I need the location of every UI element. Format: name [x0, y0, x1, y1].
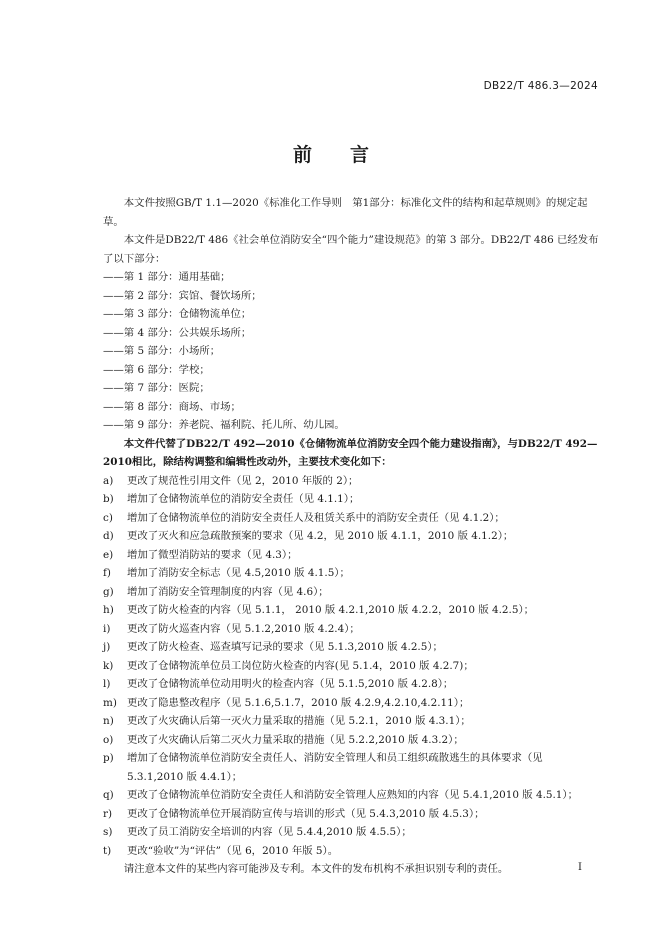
change-item: [103, 546, 599, 565]
intro-paragraph: 本文件是DB22/T 486《社会单位消防安全“四个能力”建设规范》的第 3 部分。DB22/T 486 已经发布了以下部分：: [103, 234, 599, 265]
list-item: ——第 1 部分：通用基础；: [103, 271, 231, 283]
change-item-label: r): [103, 807, 113, 820]
list-item: ——第 3 部分：仓储物流单位；: [103, 308, 252, 320]
change-item-text: 更改了防火检查、巡查填写记录的要求（见 5.1.3,2010 版 4.2.5）；: [127, 641, 443, 653]
change-item: [103, 712, 599, 731]
change-item-label: j): [103, 641, 111, 653]
change-item-label: d): [103, 530, 114, 542]
change-item: [103, 805, 599, 824]
list-item: ——第 6 部分：学校；: [103, 363, 210, 376]
change-item-text: 增加了仓储物流单位消防安全责任人、消防安全管理人和员工组织疏散逃生的具体要求（见 5.3.1,2010 版 4.4.1）；: [127, 752, 543, 783]
page-title: 前 言: [292, 144, 369, 166]
change-item: [103, 601, 599, 620]
change-item: [103, 564, 599, 583]
change-item: [103, 620, 599, 639]
change-item: [103, 675, 599, 694]
change-item-text: 更改了防火检查的内容（见 5.1.1， 2010 版 4.2.1,2010 版 4.2.2，2010 版 4.2.5）；: [127, 604, 535, 616]
list-item: ——第 4 部分：公共娱乐场所；: [103, 326, 252, 339]
change-item-text: 增加了微型消防站的要求（见 4.3）；: [127, 548, 298, 561]
change-item: [103, 731, 599, 750]
change-item-label: k): [103, 659, 114, 672]
change-item: [103, 527, 599, 546]
change-item-text: 更改了隐患整改程序（见 5.1.6,5.1.7，2010 版 4.2.9,4.2.10,4.2.11）；: [127, 696, 470, 709]
change-item: [103, 583, 599, 602]
change-item-label: t): [103, 844, 112, 857]
change-item-label: b): [103, 493, 114, 505]
change-item: [103, 842, 599, 861]
change-item-text: 更改了仓储物流单位消防安全责任人和消防安全管理人应熟知的内容（见 5.4.1,2010 版 4.5.1）；: [127, 789, 578, 801]
change-item-text: 更改了员工消防安全培训的内容（见 5.4.4,2010 版 4.5.5）；: [127, 826, 412, 838]
change-item-label: o): [103, 733, 114, 746]
list-item: ——第 8 部分：商场、市场；: [103, 400, 241, 413]
change-item: [103, 749, 599, 786]
change-item: [103, 490, 599, 509]
change-item: [103, 638, 599, 657]
change-item-text: 更改了仓储物流单位动用明火的检查内容（见 5.1.5,2010 版 4.2.8）；: [127, 678, 454, 690]
changes-list: [103, 472, 599, 861]
change-item-label: c): [103, 511, 113, 524]
list-item: ——第 9 部分：养老院、福利院、托儿所、幼儿园。: [103, 419, 345, 431]
change-item-label: a): [103, 474, 114, 487]
change-item-label: s): [103, 826, 113, 838]
change-item-label: f): [103, 567, 111, 579]
change-item-text: 增加了消防安全标志（见 4.5,2010 版 4.1.5）；: [127, 567, 350, 579]
change-item-text: 更改了火灾确认后第二灭火力量采取的措施（见 5.2.2,2010 版 4.3.2）；: [127, 733, 464, 746]
change-item-text: 更改了仓储物流单位开展消防宣传与培训的形式（见 5.4.3,2010 版 4.5.3）；: [127, 807, 485, 820]
list-item: ——第 7 部分：医院；: [103, 382, 210, 394]
change-item-label: m): [103, 696, 117, 709]
change-item-text: 更改了规范性引用文件（见 2，2010 年版的 2）；: [127, 474, 359, 487]
change-item-label: e): [103, 548, 114, 561]
intro-paragraph: 本文件按照GB/T 1.1—2020《标准化工作导则 第1部分：标准化文件的结构和起草规则》的规定起草。: [103, 197, 588, 228]
list-item: ——第 5 部分：小场所；: [103, 345, 221, 357]
change-item: [103, 694, 599, 713]
page-number: I: [578, 862, 582, 873]
change-item-text: 增加了仓储物流单位的消防安全责任人及租赁关系中的消防安全责任（见 4.1.2）；: [127, 511, 505, 524]
change-item: [103, 509, 599, 528]
change-item-text: 更改了灭火和应急疏散预案的要求（见 4.2，见 2010 版 4.1.1，2010 版 4.1.2）；: [127, 530, 514, 542]
change-item-text: 增加了消防安全管理制度的内容（见 4.6）；: [127, 585, 329, 598]
change-item-label: q): [103, 789, 114, 801]
list-item: ——第 2 部分：宾馆、餐饮场所；: [103, 289, 262, 302]
change-item-label: p): [103, 752, 114, 764]
document-code: DB22/T 486.3—2024: [483, 80, 598, 92]
change-item: [103, 786, 599, 805]
change-item-label: h): [103, 604, 114, 616]
change-item: [103, 472, 599, 491]
change-item-label: l): [103, 678, 111, 690]
change-item-text: 更改了火灾确认后第一灭火力量采取的措施（见 5.2.1，2010 版 4.3.1）；: [127, 715, 471, 727]
change-item-label: n): [103, 715, 114, 727]
change-item-text: 更改了防火巡查内容（见 5.1.2,2010 版 4.2.4）；: [127, 622, 360, 635]
replacement-paragraph: 本文件代替了DB22/T 492—2010《仓储物流单位消防安全四个能力建设指南》，与DB22/T 492—2010相比，除结构调整和编辑性改动外，主要技术变化如下：: [103, 437, 598, 468]
change-item-label: i): [103, 622, 111, 635]
change-item-text: 更改了仓储物流单位员工岗位防火检查的内容(见 5.1.4，2010 版 4.2.7)；: [127, 659, 474, 672]
parts-list: [103, 268, 599, 435]
document-body: [103, 194, 599, 879]
change-item: [103, 823, 599, 842]
change-item-text: 增加了仓储物流单位的消防安全责任（见 4.1.1）；: [127, 493, 360, 505]
change-item-text: 更改“验收”为“评估”（见 6，2010 年版 5）。: [127, 844, 339, 857]
change-item-label: g): [103, 585, 114, 598]
change-item: [103, 657, 599, 676]
patent-notice: 请注意本文件的某些内容可能涉及专利。本文件的发布机构不承担识别专利的责任。: [123, 863, 509, 875]
